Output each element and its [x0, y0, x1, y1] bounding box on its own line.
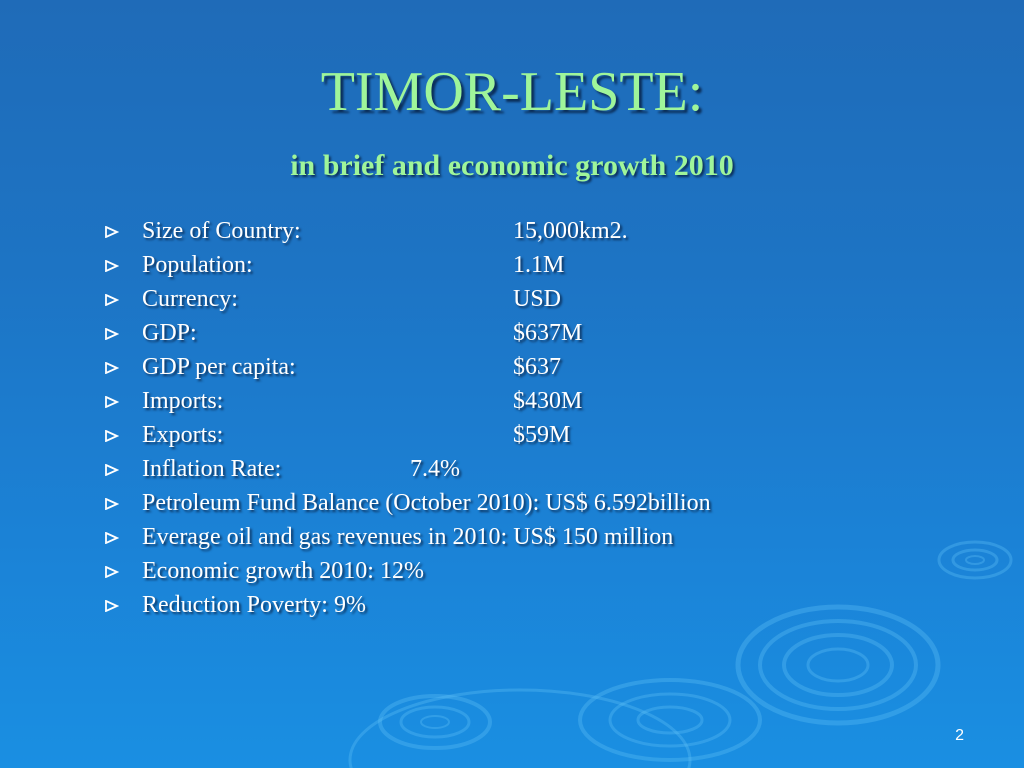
fact-value: $637 [513, 354, 561, 380]
fact-label: Exports: [142, 422, 224, 448]
fact-label: Economic growth 2010: 12% [142, 558, 424, 584]
arrow-bullet-icon [105, 362, 119, 374]
fact-label: Everage oil and gas revenues in 2010: US$ 150 million [142, 524, 674, 550]
fact-label: Reduction Poverty: 9% [142, 592, 366, 618]
arrow-bullet-icon [105, 430, 119, 442]
fact-value: $430M [513, 388, 583, 414]
arrow-bullet-icon [105, 328, 119, 340]
arrow-bullet-icon [105, 600, 119, 612]
fact-label: Petroleum Fund Balance (October 2010): US$ 6.592billion [142, 490, 711, 516]
arrow-bullet-icon [105, 260, 119, 272]
arrow-bullet-icon [105, 226, 119, 238]
page-number: 2 [955, 727, 964, 744]
arrow-bullet-icon [105, 464, 119, 476]
fact-label: GDP per capita: [142, 354, 296, 380]
fact-value: 7.4% [410, 456, 460, 482]
fact-value: $637M [513, 320, 583, 346]
fact-value: 1.1M [513, 252, 565, 278]
arrow-bullet-icon [105, 566, 119, 578]
arrow-bullet-icon [105, 498, 119, 510]
arrow-bullet-icon [105, 532, 119, 544]
fact-label: Inflation Rate: [142, 456, 282, 482]
fact-value: 15,000km2. [513, 218, 628, 244]
fact-label: GDP: [142, 320, 197, 346]
fact-value: $59M [513, 422, 571, 448]
slide-title: TIMOR-LESTE: [320, 61, 704, 123]
fact-value: USD [513, 286, 562, 312]
fact-label: Imports: [142, 388, 224, 414]
arrow-bullet-icon [105, 396, 119, 408]
arrow-bullet-icon [105, 294, 119, 306]
fact-label: Currency: [142, 286, 238, 312]
fact-label: Population: [142, 252, 253, 278]
slide-subtitle: in brief and economic growth 2010 [290, 149, 734, 182]
fact-label: Size of Country: [142, 218, 301, 244]
